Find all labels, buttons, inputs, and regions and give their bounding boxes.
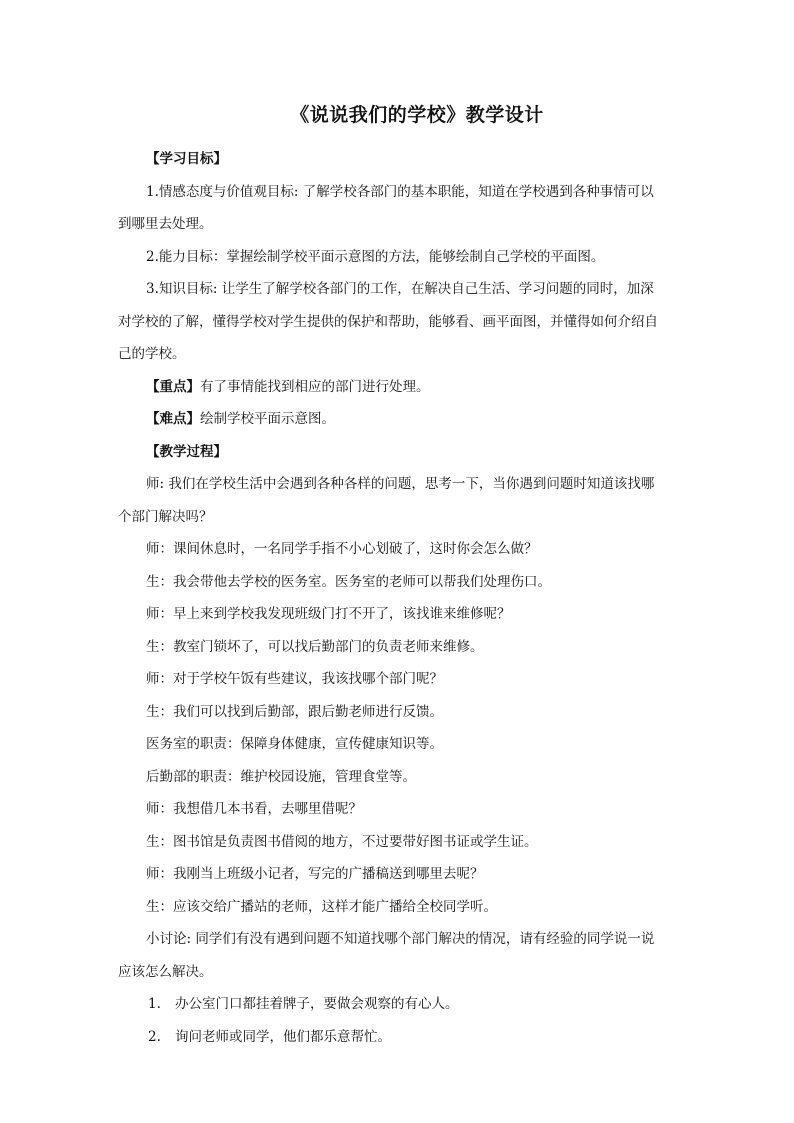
goal-3-line-1: 3.知识目标: 让学生了解学校各部门的工作，在解决自己生活、学习问题的同时，加深 bbox=[146, 281, 654, 297]
process-heading: 【教学过程】 bbox=[146, 443, 227, 460]
dialogue-line: 师：我刚当上班级小记者，写完的广播稿送到哪里去呢？ bbox=[146, 866, 484, 882]
discussion-line-1: 小讨论: 同学们有没有遇到问题不知道找哪个部门解决的情况，请有经验的同学说一说 bbox=[146, 931, 655, 947]
dialogue-line: 师：课间休息时，一名同学手指不小心划破了，这时你会怎么做？ bbox=[146, 541, 538, 557]
difficulty-label: 【难点】 bbox=[146, 411, 200, 427]
difficulty-point bbox=[118, 403, 678, 436]
document-title: 《说说我们的学校》教学设计 bbox=[290, 104, 544, 126]
key-point-label: 【重点】 bbox=[146, 378, 200, 395]
dialogue-line: 生：教室门锁坏了，可以找后勤部门的负责老师来维修。 bbox=[146, 638, 484, 655]
dialogue-line: 师：我想借几本书看，去哪里借呢？ bbox=[146, 801, 362, 817]
goal-1-line-1: 1.情感态度与价值观目标: 了解学校各部门的基本职能，知道在学校遇到各种事情可以 bbox=[146, 183, 654, 200]
goal-3-line-2: 对学校的了解，懂得学校对学生提供的保护和帮助，能够看、画平面图，并懂得如何介绍自 bbox=[118, 313, 658, 330]
list-item-text: 询问老师或同学，他们都乐意帮忙。 bbox=[175, 1028, 391, 1045]
dialogue-line: 生：图书馆是负责图书借阅的地方，不过要带好图书证或学生证。 bbox=[146, 833, 538, 850]
dialogue-line: 生：我们可以找到后勤部，跟后勤老师进行反馈。 bbox=[146, 703, 443, 720]
dialogue-line: 师：早上来到学校我发现班级门打不开了，该找谁来维修呢？ bbox=[146, 606, 511, 622]
goal-2: 2.能力目标：掌握绘制学校平面示意图的方法，能够绘制自己学校的平面图。 bbox=[146, 248, 605, 265]
list-item bbox=[118, 1021, 678, 1054]
key-point-text: 有了事情能找到相应的部门进行处理。 bbox=[200, 378, 430, 395]
duty-line: 后勤部的职责：维护校园设施，管理食堂等。 bbox=[146, 768, 416, 785]
list-item-number: 2. bbox=[148, 1028, 161, 1045]
process-intro-line-2: 个部门解决吗？ bbox=[118, 508, 213, 525]
discussion-line-2: 应该怎么解决。 bbox=[118, 963, 213, 980]
key-point bbox=[118, 371, 678, 404]
dialogue-line: 生：应该交给广播站的老师，这样才能广播给全校同学听。 bbox=[146, 898, 497, 915]
duty-line: 医务室的职责：保障身体健康，宣传健康知识等。 bbox=[146, 736, 443, 752]
dialogue-line: 生：我会带他去学校的医务室。医务室的老师可以帮我们处理伤口。 bbox=[146, 573, 551, 590]
dialogue-line: 师：对于学校午饭有些建议，我该找哪个部门呢？ bbox=[146, 671, 443, 687]
process-intro-line-1: 师: 我们在学校生活中会遇到各种各样的问题，思考一下，当你遇到问题时知道该找哪 bbox=[146, 476, 655, 492]
list-item-text: 办公室门口都挂着牌子，要做会观察的有心人。 bbox=[175, 996, 459, 1012]
list-item bbox=[118, 988, 678, 1021]
goal-3-line-3: 己的学校。 bbox=[118, 346, 186, 362]
goals-heading: 【学习目标】 bbox=[146, 151, 227, 167]
list-item-number: 1. bbox=[148, 996, 161, 1012]
goal-1-line-2: 到哪里去处理。 bbox=[118, 216, 213, 232]
difficulty-text: 绘制学校平面示意图。 bbox=[200, 411, 335, 427]
document-body bbox=[118, 143, 678, 1053]
